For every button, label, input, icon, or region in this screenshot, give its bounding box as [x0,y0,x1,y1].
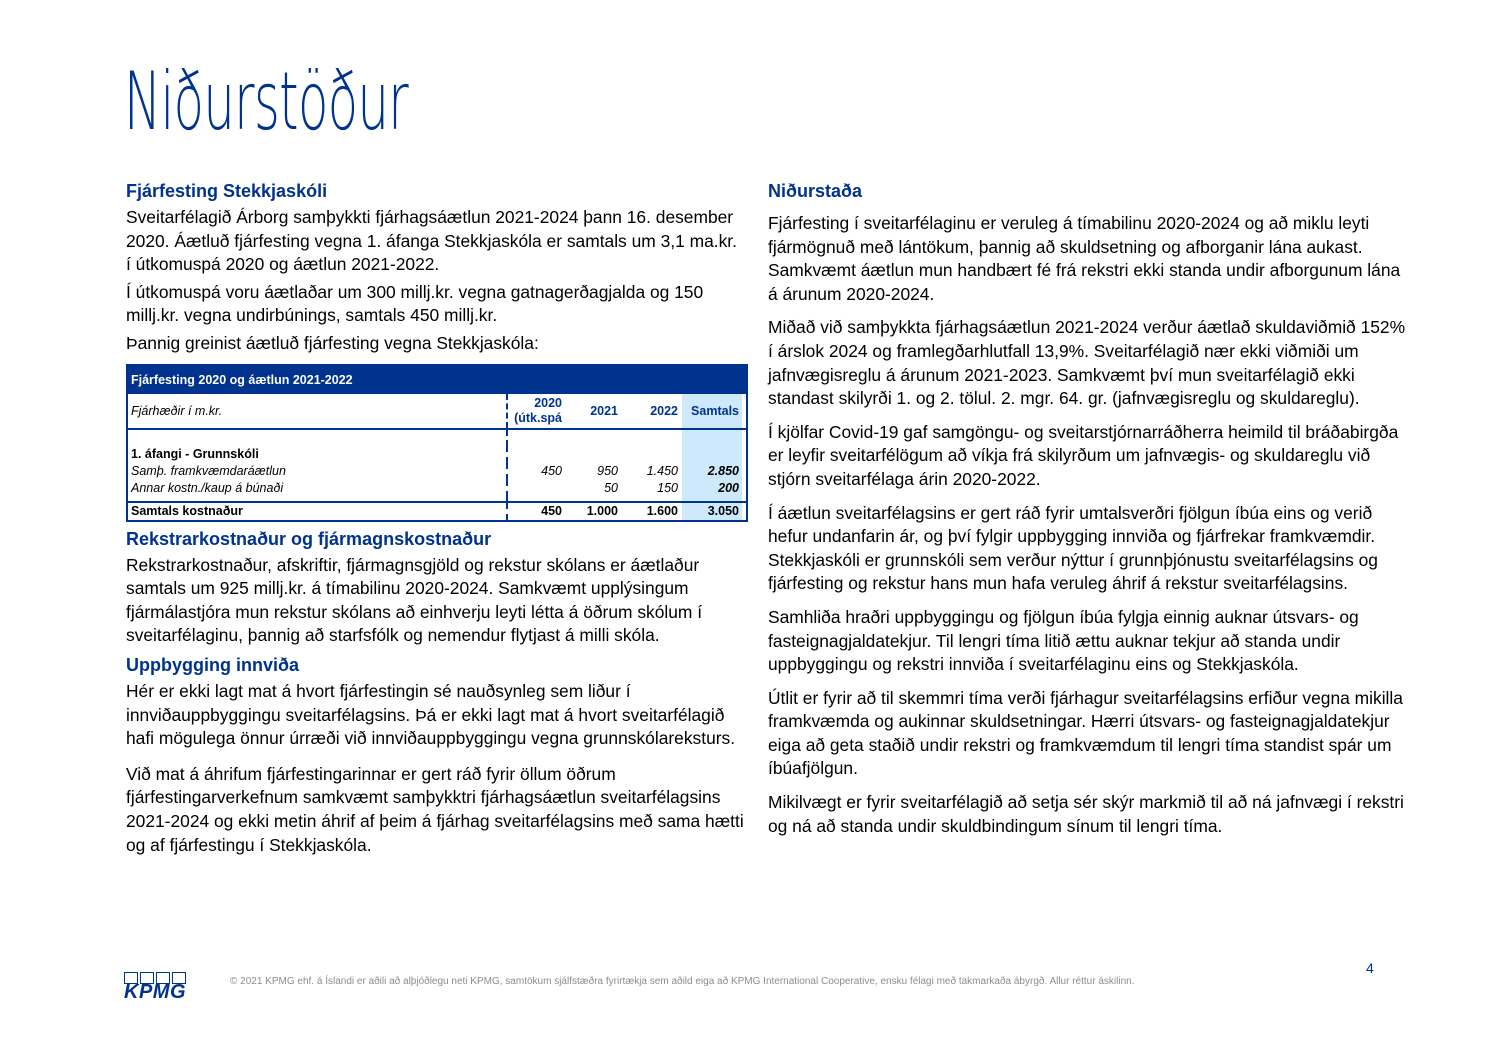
investment-paragraph-1: Sveitarfélagið Árborg samþykkti fjárhagsáætlun 2021-2024 þann 16. desember 2020. Áætluð fjárfesting vegna 1. áfanga Stekkjaskóla er samtals um 3,1 ma.kr. í útkomuspá 2020 og áætlun 2021-2022. [126,207,737,275]
footer-copyright: © 2021 KPMG ehf. á Íslandi er aðili að alþjóðlegu neti KPMG, samtökum sjálfstæðra fyrirtækja sem aðild eiga að KPMG International Cooperative, ensku félagi með takmarkaða ábyrgð. Allur réttur áskilinn. [230,976,1135,987]
kpmg-logo [124,972,190,1002]
infrastructure-paragraph-1: Hér er ekki lagt mat á hvort fjárfestingin sé nauðsynleg sem liður í innviðauppbyggingu sveitarfélagsins. Þá er ekki lagt mat á hvort sveitarfélagið hafi mögulega önnur úrræði við innviðauppbyggingu vegna grunnskólareksturs. [126,680,736,749]
operating-costs-paragraph: Rekstrarkostnaður, afskriftir, fjármagnsgjöld og rekstur skólans er áætlaður samtals um 925 millj.kr. á tímabilinu 2020-2024. Samkvæmt upplýsingum fjármálastjóra mun rekstur skólans að einhverju leyti létta á öðrum skólum í sveitarfélaginu, þannig að starfsfólk og nemendur flytjast á milli skóla. [126,554,703,646]
section-heading-investment: Fjárfesting Stekkjaskóli [126,181,328,201]
left-column [126,180,746,857]
table-label-header: Fjárhæðir í m.kr. [131,403,223,418]
total-label: Samtals kostnaður [131,503,243,518]
table-spacer-row [128,497,746,501]
section-heading-infrastructure: Uppbygging innviða [126,654,299,675]
conclusion-paragraph-1: Fjárfesting í sveitarfélaginu er veruleg á tímabilinu 2020-2024 og að miklu leyti fjármögnuð með lántökum, þannig að skuldsetning og afborganir lána aukast. Samkvæmt áætlun mun handbært fé frá rekstri ekki standa undir afborgunum lána á árunum 2020-2024. [768,213,1401,304]
cell-2021: 950 [597,463,618,478]
table-total-row [128,501,746,520]
conclusion-paragraph-4: Í áætlun sveitarfélagsins er gert ráð fyrir umtalsverðri fjölgun íbúa eins og verið hefur undanfarin ár, og því fylgir uppbygging innviða og fjárfrekar framkvæmdir. Stekkjaskóli er grunnskóli sem verður nýttur í grunnþjónustu sveitarfélagsins og fjárfesting og rekstur hans mun hafa veruleg áhrif á rekstur sveitarfélagsins. [768,502,1378,594]
page-title: Niðurstöður [124,55,409,148]
cell-2020: 450 [506,463,566,480]
col-2020-line2: (útk.spá [514,410,562,425]
conclusion-paragraph-2: Miðað við samþykkta fjárhagsáætlun 2021-2024 verður áætlað skuldaviðmið 152% í árslok 2024 og framlegðarhlutfall 13,9%. Sveitarfélagið nær ekki viðmiði um jafnvægisreglu á árunum 2021-2023. Samkvæmt því mun sveitarfélagið ekki standast skilyrði 1. og 2. tölul. 2. mgr. 64. gr. (jafnvægisreglu og skuldareglu). [768,317,1406,409]
conclusion-paragraph-6: Útlit er fyrir að til skemmri tíma verði fjárhagur sveitarfélagsins erfiður vegna mikilla framkvæmda og aukinnar skuldsetningar. Hærri útsvars- og fasteignagjaldatekjur eiga að geta staðið undir rekstri og framkvæmdum til lengri tíma standist spár um íbúafjölgun. [768,687,1403,779]
conclusion-paragraph-5: Samhliða hraðri uppbyggingu og fjölgun íbúa fylgja einnig auknar útsvars- og fasteignagjaldatekjur. Til lengri tíma litið ættu auknar tekjur að standa undir uppbyggingu og rekstri innviða í sveitarfélaginu eins og Stekkjaskóla. [768,606,1359,675]
investment-paragraph-2: Í útkomuspá voru áætlaðar um 300 millj.kr. vegna gatnagerðagjalda og 150 millj.kr. vegna undirbúnings, samtals 450 millj.kr. [126,281,704,326]
cell-2022: 1.450 [646,463,678,478]
logo-text: KPMG [124,981,186,1003]
cell-2021: 50 [604,480,618,495]
total-2021: 1.000 [586,503,618,518]
table-spacer-row [128,430,746,446]
total-2020: 450 [506,503,566,520]
infrastructure-paragraph-2: Við mat á áhrifum fjárfestingarinnar er gert ráð fyrir öllum öðrum fjárfestingarverkefnum samkvæmt samþykktri fjárhagsáætlun sveitarfélagsins 2021-2024 og ekki metin áhrif af þeim á fjárhag sveitarfélagsins með sama hætti og af fjárfestingu í Stekkjaskóla. [126,763,744,855]
right-column [768,180,1408,838]
cell-total: 2.850 [682,463,742,480]
cell-2022: 150 [657,480,678,495]
table-row [128,480,746,497]
table-group-label: 1. áfangi - Grunnskóli [131,446,259,461]
total-2022: 1.600 [646,503,678,518]
col-2020-line1: 2020 [534,395,562,410]
page-number: 4 [1366,960,1374,976]
investment-paragraph-3: Þannig greinist áætluð fjárfesting vegna Stekkjaskóla: [126,332,539,353]
table-row [128,463,746,480]
table-col-2021: 2021 [590,403,618,418]
table-col-2022: 2022 [650,403,678,418]
conclusion-paragraph-3: Í kjölfar Covid-19 gaf samgöngu- og sveitarstjórnarráðherra heimild til bráðabirgða er leyfir sveitarfélögum að víkja frá skilyrðum um jafnvægis- og skuldareglu við stjórn sveitarfélaga árin 2020-2022. [768,421,1399,489]
cell-2020 [506,480,566,497]
investment-table [126,364,748,522]
table-col-total: Samtals [682,394,742,428]
table-title: Fjárfesting 2020 og áætlun 2021-2022 [128,366,746,394]
row-label: Samþ. framkvæmdaráætlun [131,463,286,478]
table-col-2020 [506,394,566,428]
section-heading-operating-costs: Rekstrarkostnaður og fjármagnskostnaður [126,528,492,549]
conclusion-paragraph-7: Mikilvægt er fyrir sveitarfélagið að setja sér skýr markmið til að ná jafnvægi í rekstri og ná að standa undir skuldbindingum sínum til lengri tíma. [768,792,1404,836]
cell-total: 200 [682,480,742,497]
table-header-row [128,394,746,430]
row-label: Annar kostn./kaup á búnaði [131,480,284,495]
section-heading-conclusion: Niðurstaða [768,181,863,201]
table-group-row [128,446,746,463]
total-sum: 3.050 [682,503,742,520]
